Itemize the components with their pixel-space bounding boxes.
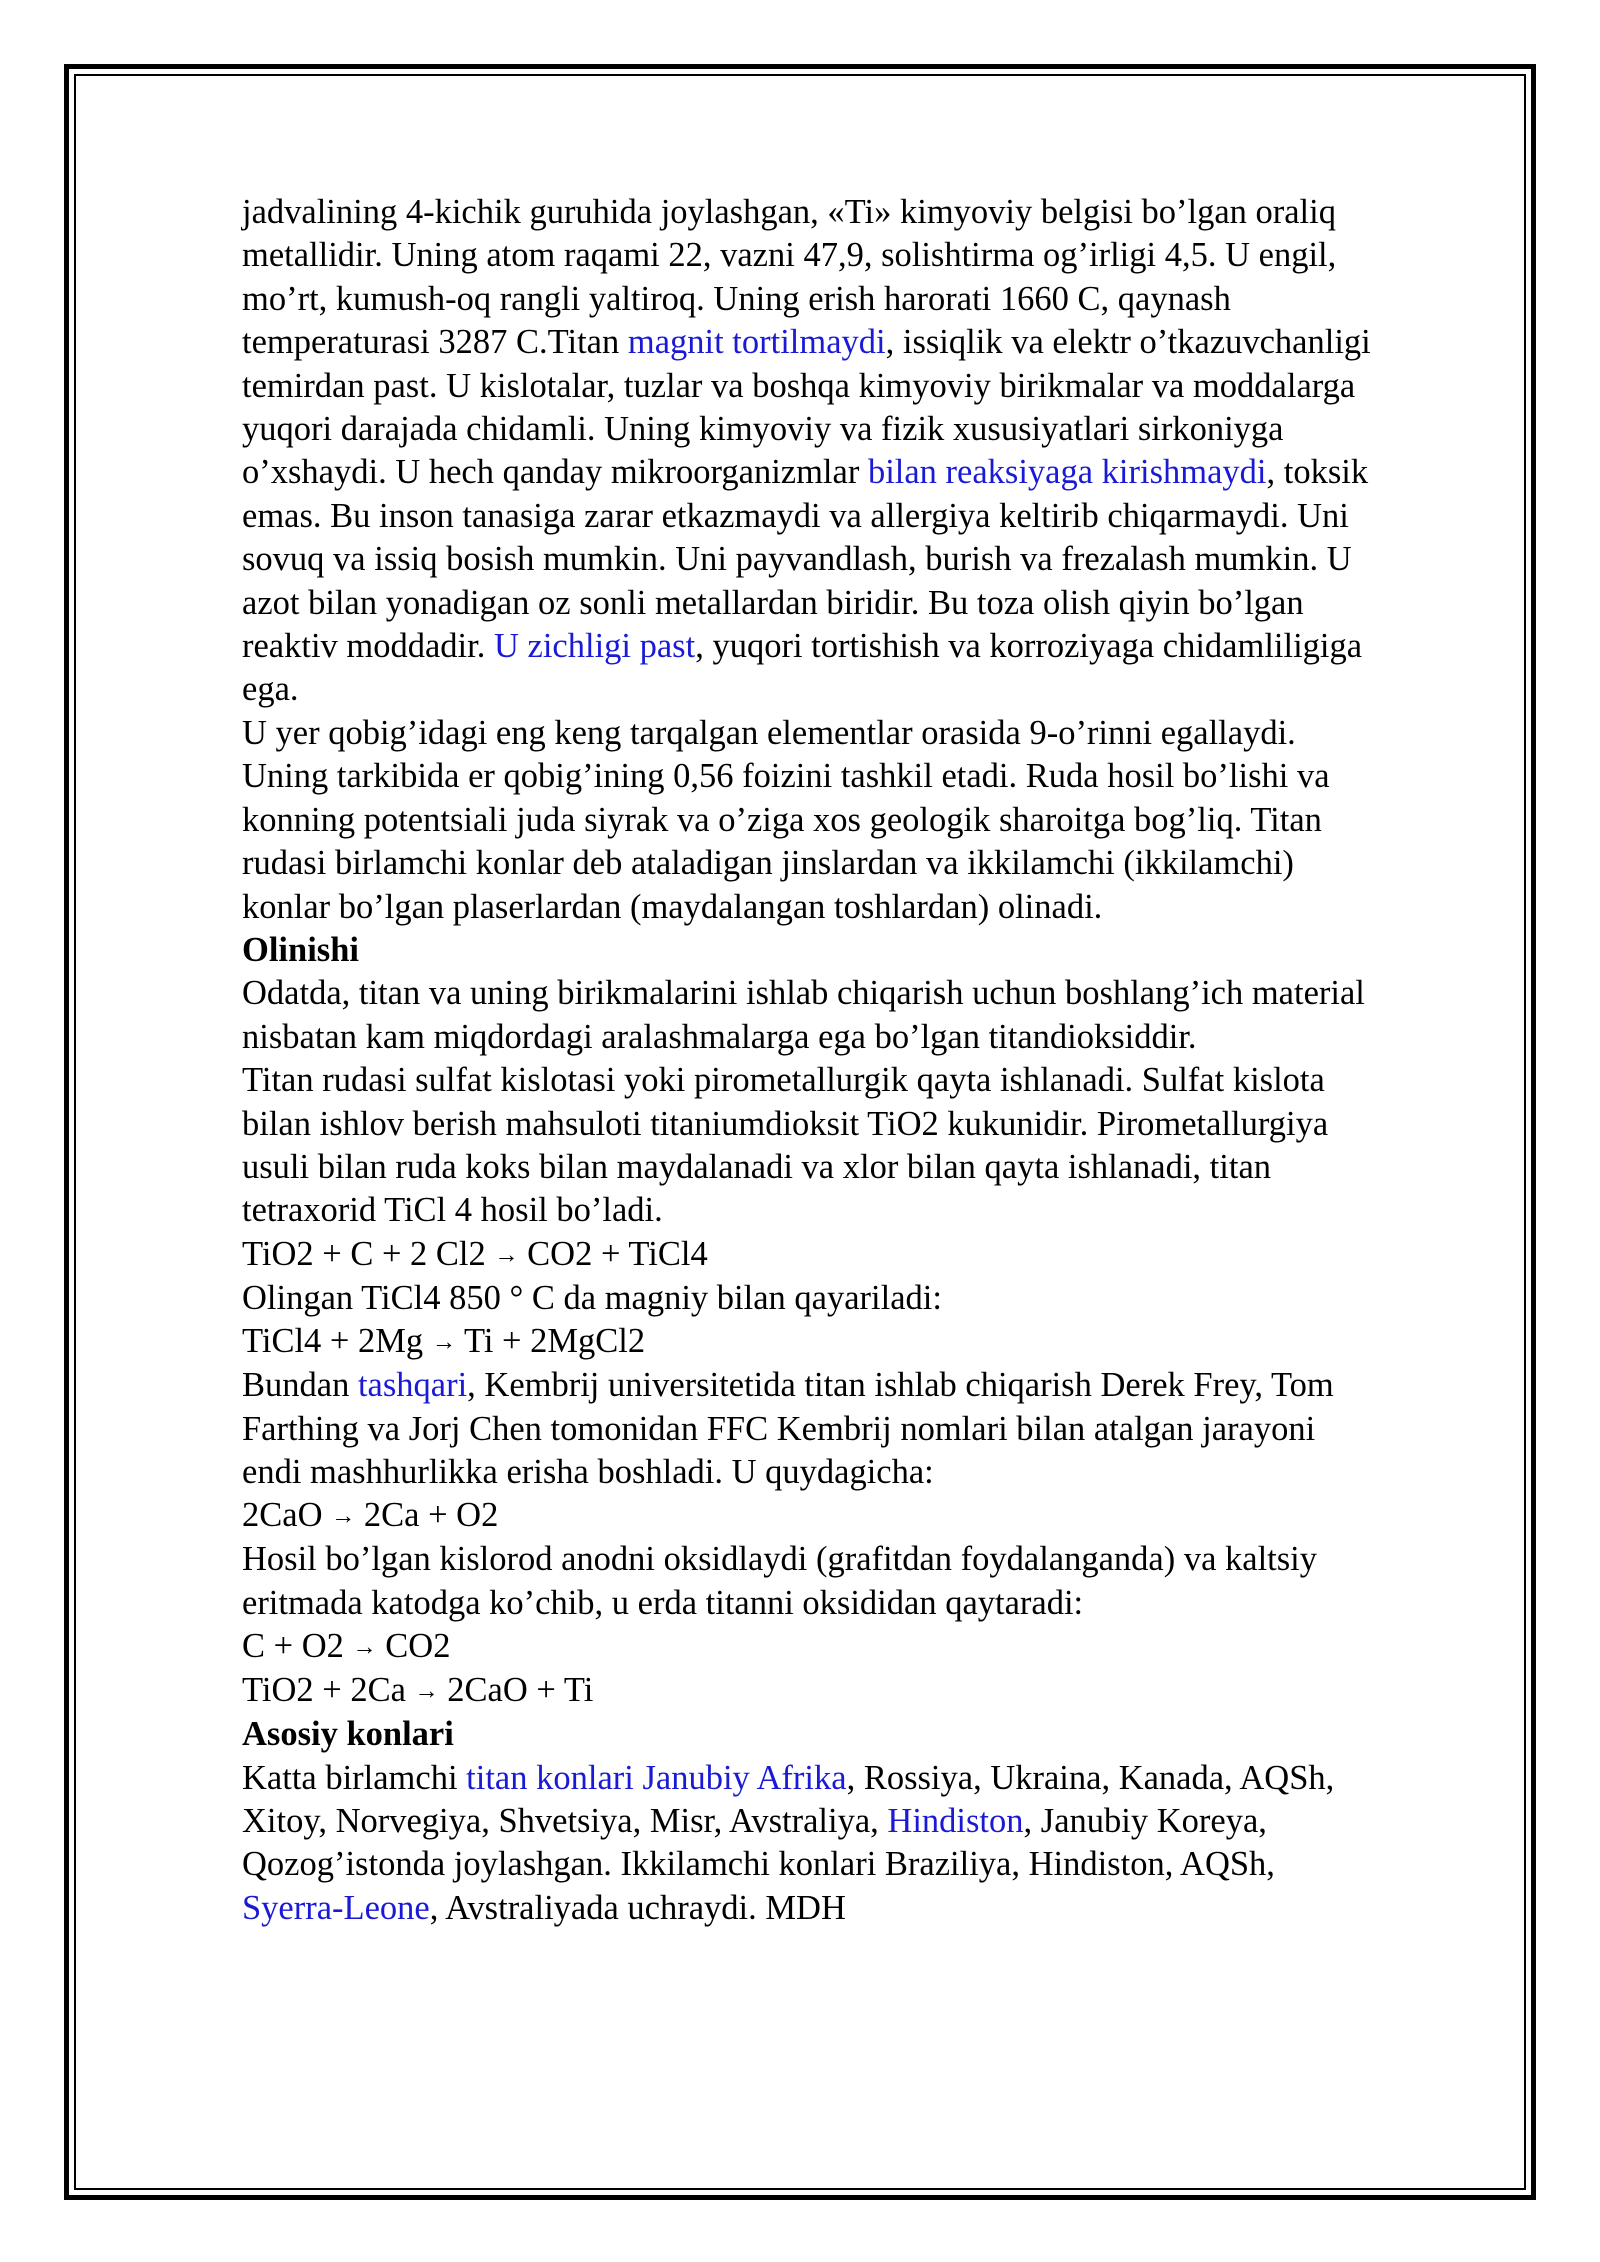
text-run: , Kembrij universitetida titan ishlab chiqarish Derek Frey, Tom Farthing va Jorj Chen tomonidan FFC Kembrij nomlari bilan atalgan jarayoni endi mashhurlikka erisha boshladi. U quydagicha: [242, 1366, 1334, 1491]
link-titan-konlari-janubiy-afrika[interactable]: titan konlari Janubiy Afrika [466, 1758, 847, 1797]
link-u-zichligi-past[interactable]: U zichligi past [493, 627, 696, 666]
equation-right: CO2 + TiCl4 [527, 1234, 708, 1273]
equation-left: 2CaO [242, 1496, 323, 1535]
text-run: , Rossiya, Ukraina, Kanada, AQSh, Xitoy, Norvegiya, Shvetsiya, Misr, Avstraliya, [242, 1758, 1335, 1840]
arrow-icon: → [431, 1328, 456, 1356]
text-run: , Janubiy Koreya, Qozog’istonda joylashgan. Ikkilamchi konlari Braziliya, Hindiston, AQSh, [242, 1802, 1275, 1884]
arrow-icon: → [414, 1677, 439, 1705]
text-run: , issiqlik va elektr o’tkazuvchanligi temirdan past. U kislotalar, tuzlar va boshqa kimyoviy birikmalar va moddalarga yuqori darajada chidamli. Uning kimyoviy va fizik xususiyatlari sirkoniyga o’xshaydi. U hech qanday mikroorganizmlar [242, 323, 1371, 492]
link-hindiston[interactable]: Hindiston [887, 1802, 1024, 1840]
equation-right: CO2 [385, 1627, 451, 1666]
equation-right: 2Ca + O2 [363, 1496, 499, 1535]
paragraph-processing: Titan rudasi sulfat kislotasi yoki pirometallurgik qayta ishlanadi. Sulfat kislota bilan ishlov berish mahsuloti titaniumdioksit TiO2 kukunidir. Pirometallurgiya usuli bilan ruda koks bilan maydalanadi va xlor bilan qayta ishlanadi, titan tetraxorid TiCl 4 hosil bo’ladi. [242, 1061, 1329, 1230]
paragraph-ffc-cambridge [242, 1364, 1372, 1494]
text-run: jadvalining 4-kichik guruhida joylashgan, «Ti» kimyoviy belgisi bo’lgan oraliq metallidir. Uning atom raqami 22, vazni 47,9, solishtirma og’irligi 4,5. U engil, mo’rt, kumush-oq rangli yaltiroq. Uning erish harorati 1660 C, qaynash temperaturasi 3287 C.Titan [242, 193, 1337, 362]
equation-4 [242, 1625, 1372, 1669]
equation-left: C + O2 [242, 1627, 344, 1666]
paragraph-oxygen-anode: Hosil bo’lgan kislorod anodni oksidlaydi (grafitdan foydalanganda) va kaltsiy eritmada katodga ko’chib, u erda titanni oksididan qaytaradi: [242, 1540, 1318, 1622]
arrow-icon: → [352, 1633, 377, 1661]
link-magnit-tortilmaydi[interactable]: magnit tortilmaydi [627, 323, 886, 362]
equation-left: TiO2 + 2Ca [242, 1671, 406, 1710]
heading-asosiy-konlari: Asosiy konlari [242, 1715, 454, 1754]
heading-olinishi: Olinishi [242, 930, 359, 969]
arrow-icon: → [494, 1241, 519, 1269]
paragraph-starting-material: Odatda, titan va uning birikmalarini ishlab chiqarish uchun boshlang’ich material nisbatan kam miqdordagi aralashmalarga ega bo’lgan titandioksiddir. [242, 974, 1365, 1056]
link-bilan-reaksiyaga-kirishmaydi[interactable]: bilan reaksiyaga kirishmaydi [867, 453, 1267, 492]
equation-5 [242, 1669, 1372, 1713]
paragraph-occurrence: U yer qobig’idagi eng keng tarqalgan elementlar orasida 9-o’rinni egallaydi. Uning tarkibida er qobig’ining 0,56 foizini tashkil etadi. Ruda hosil bo’lishi va konning potentsiali juda siyrak va o’ziga xos geologik sharoitga bog’liq. Titan rudasi birlamchi konlar deb ataladigan jinslardan va ikkilamchi (ikkilamchi) konlar bo’lgan plaserlardan (maydalangan toshlardan) olinadi. [242, 713, 1330, 926]
document-body [242, 191, 1372, 1930]
link-tashqari[interactable]: tashqari [357, 1366, 468, 1405]
equation-left: TiCl4 + 2Mg [242, 1322, 424, 1361]
text-run: Bundan [242, 1366, 358, 1405]
text-run: Katta birlamchi [242, 1758, 467, 1797]
equation-1 [242, 1233, 1372, 1277]
paragraph-properties [242, 191, 1372, 712]
arrow-icon: → [331, 1502, 356, 1530]
text-run: , toksik emas. Bu inson tanasiga zarar etkazmaydi va allergiya keltirib chiqarmaydi. Uni sovuq va issiq bosish mumkin. Uni payvandlash, burish va frezalash mumkin. U azot bilan yonadigan oz sonli metallardan biridir. Bu toza olish qiyin bo’lgan reaktiv moddadir. [242, 453, 1369, 666]
equation-3 [242, 1494, 1372, 1538]
paragraph-magnesium-reduction: Olingan TiCl4 850 ° C da magniy bilan qayariladi: [242, 1278, 942, 1317]
equation-right: Ti + 2MgCl2 [463, 1322, 646, 1361]
equation-right: 2CaO + Ti [447, 1671, 594, 1710]
text-run: , Avstraliyada uchraydi. MDH [429, 1888, 846, 1927]
link-syerra-leone[interactable]: Syerra-Leone [242, 1888, 430, 1927]
equation-left: TiO2 + C + 2 Cl2 [242, 1234, 486, 1273]
paragraph-deposits [242, 1757, 1372, 1931]
text-run: , yuqori tortishish va korroziyaga chidamliligiga ega. [242, 627, 1363, 709]
equation-2 [242, 1320, 1372, 1364]
